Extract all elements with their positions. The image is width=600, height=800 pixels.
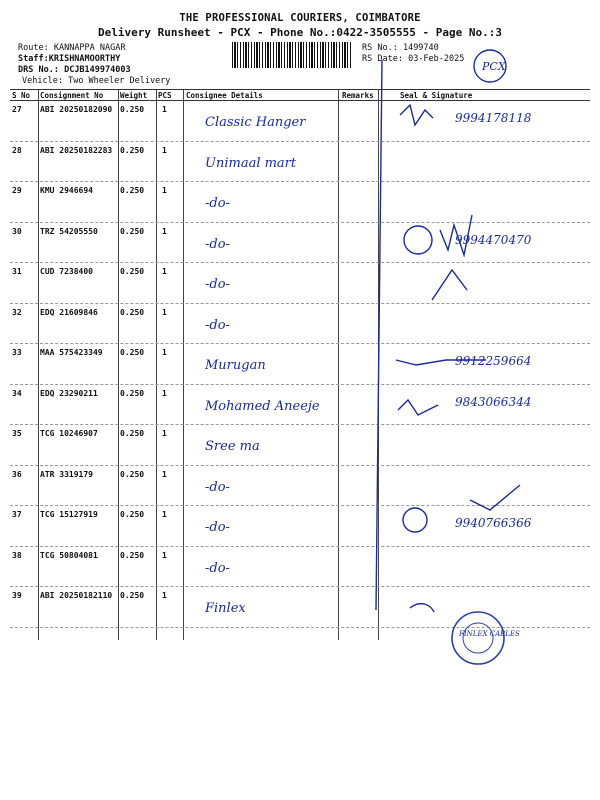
row-divider [10, 424, 590, 425]
row-consignment: TCG 10246907 [40, 429, 98, 438]
col-weight: Weight [120, 91, 148, 100]
row-sno: 39 [12, 591, 22, 600]
row-pcs: 1 [162, 591, 167, 600]
row-divider [10, 505, 590, 506]
row-divider [10, 627, 590, 628]
row-sno: 35 [12, 429, 22, 438]
row-weight: 0.250 [120, 550, 145, 560]
row-weight: 0.250 [120, 105, 145, 114]
row-consignee-handwritten: Unimaal mart [205, 155, 297, 171]
row-consignment: ABI 20250182090 [40, 105, 113, 114]
col-consignee: Consignee Details [186, 91, 263, 100]
pen-line [376, 60, 382, 610]
table-top-rule [10, 89, 590, 90]
row-divider [10, 586, 590, 587]
route-label: Route: [18, 43, 49, 53]
row-consignee-handwritten: -do- [205, 520, 230, 535]
row-pcs: 1 [162, 388, 167, 398]
row-pcs: 1 [162, 429, 167, 438]
row-weight: 0.250 [120, 591, 145, 600]
company-seal-inner [463, 623, 493, 653]
rs-no-value: 1499740 [402, 43, 439, 53]
staff-label: Staff: [18, 54, 49, 64]
row-sno: 36 [12, 469, 22, 479]
col-pcs: PCS [158, 91, 172, 100]
col-divider [378, 90, 379, 640]
drs-value: DCJB149974003 [64, 65, 131, 75]
row-divider [10, 141, 590, 142]
route-line [18, 43, 126, 53]
row-divider [10, 465, 590, 466]
col-divider [118, 90, 119, 640]
drs-label: DRS No.: [18, 65, 59, 75]
row-weight: 0.250 [120, 510, 145, 519]
row-divider [10, 343, 590, 344]
col-sno: S No [12, 91, 31, 100]
row-consignment: KMU 2946694 [40, 186, 93, 195]
row-consignment: ABI 20250182110 [40, 591, 113, 600]
row-divider [10, 181, 590, 182]
rs-date-value: 03-Feb-2025 [408, 54, 465, 64]
row-weight: 0.250 [120, 226, 145, 236]
row-divider [10, 222, 590, 223]
row-weight: 0.250 [120, 145, 145, 155]
signature-scribble [398, 400, 438, 415]
row-weight: 0.250 [120, 307, 145, 317]
col-divider [156, 90, 157, 640]
row-pcs: 1 [162, 510, 167, 519]
row-consignment: EDQ 23290211 [40, 388, 98, 398]
seal-label: FINLEX CABLES [459, 630, 520, 638]
row-consignee-handwritten: -do- [205, 236, 230, 252]
row-pcs: 1 [162, 267, 167, 276]
rs-date-line [362, 54, 464, 64]
row-divider [10, 384, 590, 385]
row-consignee-handwritten: Finlex [205, 601, 246, 616]
row-sno: 33 [12, 348, 22, 357]
signature-scribble [410, 604, 434, 612]
row-signature-handwritten: 9994178118 [455, 111, 532, 125]
row-signature-handwritten: 9912259664 [455, 354, 532, 368]
row-consignee-handwritten: Murugan [205, 358, 266, 373]
row-consignment: ATR 3319179 [40, 469, 93, 479]
company-title: THE PROFESSIONAL COURIERS, COIMBATORE [179, 12, 421, 24]
signature-scribble [432, 270, 467, 300]
row-consignment: ABI 20250182283 [40, 145, 113, 155]
rs-no-line [362, 43, 439, 53]
col-seal: Seal & Signature [400, 91, 473, 100]
staff-line [18, 54, 120, 64]
row-sno: 32 [12, 307, 22, 317]
row-divider [10, 303, 590, 304]
row-pcs: 1 [162, 145, 167, 155]
row-sno: 29 [12, 186, 22, 195]
row-consignee-handwritten: Sree ma [205, 439, 260, 454]
row-signature-handwritten: 9843066344 [455, 394, 532, 409]
row-sno: 31 [12, 267, 22, 276]
vehicle-value: Two Wheeler Delivery [68, 76, 171, 86]
row-pcs: 1 [162, 348, 167, 357]
header-bottom-rule [10, 100, 590, 101]
row-consignee-handwritten: -do- [205, 317, 230, 333]
row-consignment: EDQ 21609846 [40, 307, 98, 317]
row-pcs: 1 [162, 186, 167, 195]
vehicle-label: Vehicle: [22, 76, 63, 86]
row-pcs: 1 [162, 226, 167, 236]
row-weight: 0.250 [120, 348, 145, 357]
row-pcs: 1 [162, 105, 167, 114]
row-sno: 27 [12, 105, 22, 114]
row-weight: 0.250 [120, 388, 145, 398]
row-consignee-handwritten: -do- [205, 196, 230, 211]
col-divider [183, 90, 184, 640]
circled-5 [404, 226, 432, 254]
row-pcs: 1 [162, 307, 167, 317]
row-sno: 28 [12, 145, 22, 155]
row-sno: 38 [12, 550, 22, 560]
col-divider [338, 90, 339, 640]
row-consignee-handwritten: Classic Hanger [205, 115, 306, 130]
row-sno: 34 [12, 388, 22, 398]
circled-4 [403, 508, 427, 532]
row-consignee-handwritten: Mohamed Aneeje [205, 398, 320, 414]
row-sno: 37 [12, 510, 22, 519]
row-weight: 0.250 [120, 429, 145, 438]
barcode [232, 42, 352, 68]
route-value: KANNAPPA NAGAR [53, 43, 126, 53]
row-consignment: CUD 7238400 [40, 267, 93, 276]
row-weight: 0.250 [120, 469, 145, 479]
signature-scribble [400, 105, 433, 125]
vehicle-line [22, 76, 170, 86]
rs-no-label: RS No.: [362, 43, 398, 53]
row-consignment: MAA 575423349 [40, 348, 103, 357]
row-sno: 30 [12, 226, 22, 236]
drs-line [18, 65, 131, 75]
rs-date-label: RS Date: [362, 54, 403, 64]
row-weight: 0.250 [120, 267, 145, 276]
row-consignee-handwritten: -do- [205, 277, 230, 292]
row-pcs: 1 [162, 550, 167, 560]
staff-value: KRISHNAMOORTHY [48, 54, 121, 64]
company-seal [452, 612, 504, 664]
row-divider [10, 262, 590, 263]
row-consignee-handwritten: -do- [205, 560, 230, 576]
col-divider [38, 90, 39, 640]
row-pcs: 1 [162, 469, 167, 479]
row-consignment: TCG 50804081 [40, 550, 98, 560]
row-weight: 0.250 [120, 186, 145, 195]
col-cons: Consignment No [40, 91, 104, 100]
row-consignment: TRZ 54205550 [40, 226, 98, 236]
row-divider [10, 546, 590, 547]
row-signature-handwritten: 9994470470 [455, 232, 532, 247]
row-consignment: TCG 15127919 [40, 510, 98, 519]
pcx-stamp-text: PCX [482, 60, 506, 73]
row-signature-handwritten: 9940766366 [455, 516, 532, 530]
row-consignee-handwritten: -do- [205, 479, 230, 495]
signature-scribble [470, 485, 520, 510]
runsheet-subtitle: Delivery Runsheet - PCX - Phone No.:0422-3505555 - Page No.:3 [98, 26, 502, 39]
col-remarks: Remarks [342, 91, 374, 100]
